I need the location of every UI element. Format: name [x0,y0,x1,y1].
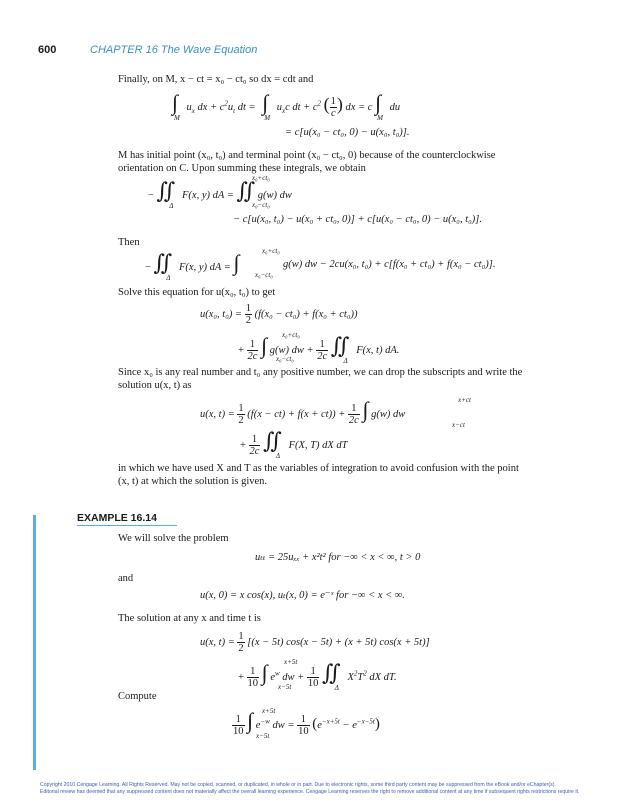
integral-upper-limit: x+5t [284,658,298,666]
equation-example-compute: $\frac{1}{10}$ ∫ $e^{-w}$ dw = $\frac{1}{10}$ $(e^{-x+5t} - e^{-x-5t})$ [233,708,380,738]
equation-u0-line1: u(x₀, t₀) = $\frac{1}{2}$ (f(x₀ − ct₀) + f(x₀ + ct₀)) [200,303,358,326]
integral-upper-limit: x+ct [458,396,471,404]
equation-line-integral-M-result: = c[u(x₀ − ct₀, 0) − u(x₀, t₀)]. [285,127,410,138]
example-sidebar-bar [33,515,36,770]
paragraph-inwhich-2: (x, t) at which the solution is given. [118,476,268,487]
equation-example-initial-conditions: u(x, 0) = x cos(x), uₜ(x, 0) = e⁻ˣ for −∞ < x < ∞. [200,590,405,601]
example-label: EXAMPLE 16.14 [77,512,157,524]
equation-summed-integrals: − $∬_\Delta$ F(x, y) dA = ∬ g(w) dw [148,178,292,210]
integral-upper-limit: x+5t [262,707,276,715]
paragraph-finally: Finally, on M, x − ct = x₀ − ct₀ so dx = cdt and [118,74,314,85]
paragraph-solve: Solve this equation for u(x₀, t₀) to get [118,287,276,298]
example-solution-intro: The solution at any x and time t is [118,613,261,624]
equation-dalembert-line1: u(x, t) = $\frac{1}{2}$ (f(x − ct) + f(x + ct)) + $\frac{1}{2c}$ ∫ g(w) dw [200,397,406,427]
integral-lower-limit: x₀−ct₀ [276,355,294,363]
equation-then-tail: g(w) dw − 2cu(x₀, t₀) + c[f(x₀ + ct₀) + f(x₀ − ct₀)]. [283,259,496,270]
paragraph-initial-point-2: orientation on C. Upon summing these integrals, we obtain [118,163,366,174]
equation-u0-line2: + $\frac{1}{2c}$ ∫ g(w) dw + $\frac{1}{2c}$ $∬_\Delta$ F(x, t) dA. [238,333,400,365]
equation-example-solution-line2: + $\frac{1}{10}$ ∫ $e^w$ dw + $\frac{1}{10}$ $∬_\Delta$ $X^2T^2$ dX dT. [238,660,397,692]
example-intro: We will solve the problem [118,533,229,544]
equation-u0-line1-tail: (f(x₀ − ct₀) + f(x₀ + ct₀)) [254,308,358,320]
footer-copyright-1: Copyright 2010 Cengage Learning. All Rights Reserved. May not be copied, scanned, or duplicated, in whole or in part. Due to electronic rights, some third party content may be suppressed from the eBook and/or eChapter(s). [40,782,556,788]
integral-lower-limit: x−5t [278,683,292,691]
integral-lower-limit: x−ct [452,421,465,429]
integral-upper-limit: x₀+ct₀ [262,247,280,255]
example-and: and [118,573,134,584]
equation-example-pde: uₜₜ = 25uₓₓ + x²t² for −∞ < x < ∞, t > 0 [255,552,421,563]
example-underline [77,525,177,526]
equation-example-solution-line1-tail: [(x − 5t) cos(x − 5t) + (x + 5t) cos(x + 5t)] [247,636,430,648]
integral-lower-limit: x₀−ct₀ [255,271,273,279]
paragraph-inwhich-1: in which we have used X and T as the variables of integration to avoid confusion with the point [118,463,519,474]
equation-line-integral-M: $\int_M$ $u_x$ dx + $c^2u_t$ dt = $\int_M$ $u_xc$ dt + $c^2$ ( $\frac{1}{c}$ ) dx = c $\int_M$ du [172,90,401,122]
equation-summed-integrals-line2: − c[u(x₀, t₀) − u(x₀ + ct₀, 0)] + c[u(x₀ − ct₀, 0) − u(x₀, t₀)]. [233,214,482,225]
example-compute: Compute [118,691,157,702]
equation-example-solution-line1: u(x, t) = $\frac{1}{2}$ [(x − 5t) cos(x − 5t) + (x + 5t) cos(x + 5t)] [200,631,430,654]
integral-lower-limit: x−5t [256,732,270,740]
footer-copyright-2: Editorial review has deemed that any suppressed content does not materially affect the overall learning experience. Cengage Learning reserves the right to remove additional content at any time if subsequent rights restrictions require it. [40,789,580,795]
paragraph-then: Then [118,237,140,248]
integral-upper-limit: x₀+ct₀ [282,331,300,339]
paragraph-initial-point-1: M has initial point (x₀, t₀) and terminal point (x₀ − ct₀, 0) because of the counterclockwise [118,150,496,161]
equation-dalembert-line2: + $\frac{1}{2c}$ $∬_\Delta$ F(X, T) dX dT [240,428,348,460]
paragraph-since-2: solution u(x, t) as [118,380,192,391]
paragraph-since-1: Since x₀ is any real number and t₀ any positive number, we can drop the subscripts and write the [118,367,523,378]
equation-then: − $∬_\Delta$ F(x, y) dA = ∫ [145,250,240,282]
page-number: 600 [38,44,57,56]
chapter-title: CHAPTER 16 The Wave Equation [90,44,258,56]
integral-lower-limit: x₀−ct₀ [252,201,270,209]
integral-upper-limit: x₀+ct₀ [252,174,270,182]
